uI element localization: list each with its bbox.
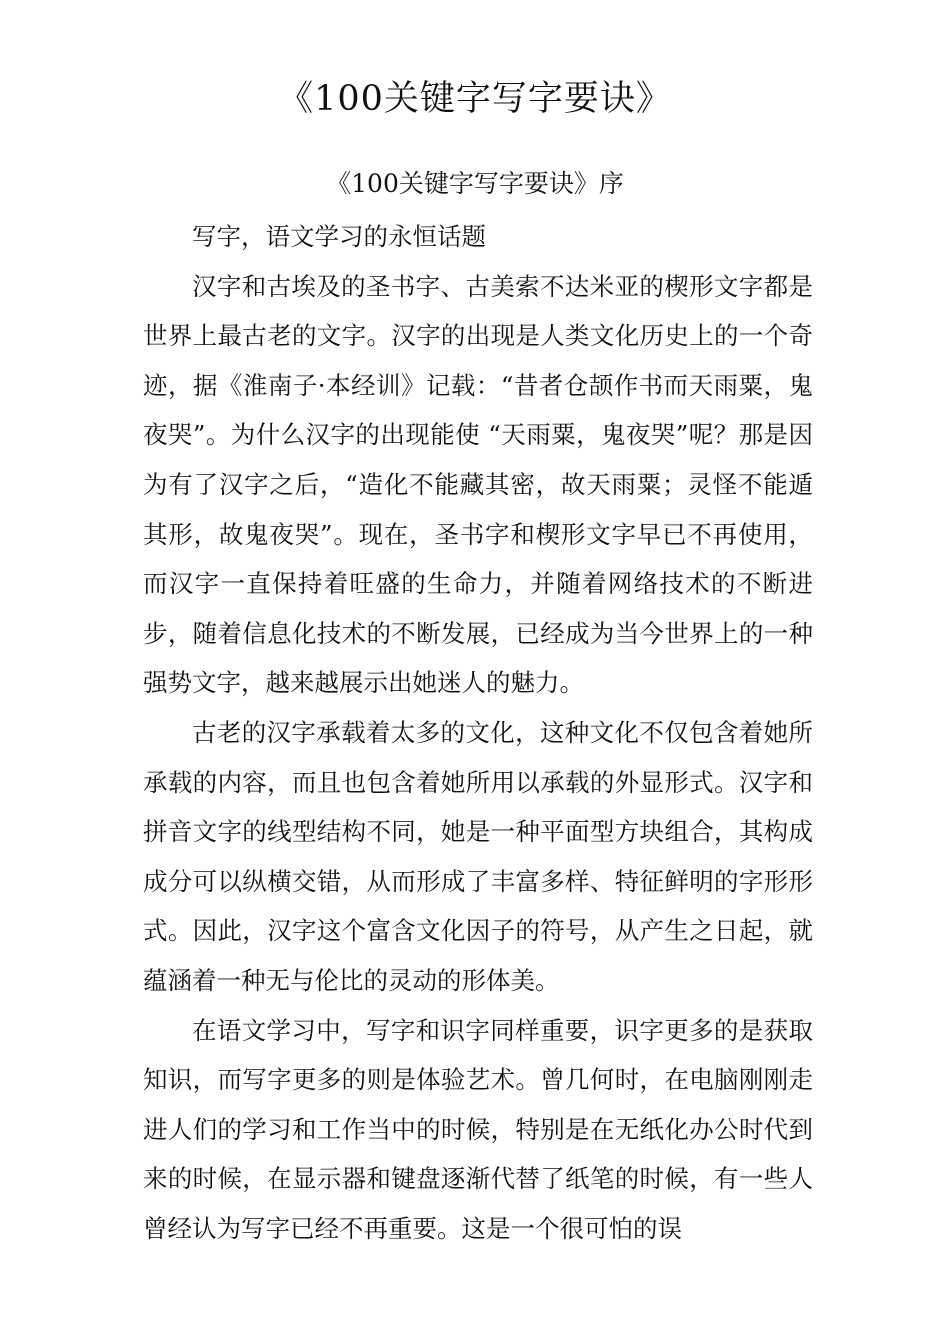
preface-title: 《100关键字写字要诀》序: [326, 169, 624, 198]
document-title: 《100关键字写字要诀》: [278, 79, 672, 119]
document-body: [143, 212, 813, 1253]
paragraph: 在语文学习中，写字和识字同样重要，识字更多的是获取知识，而写字更多的则是体验艺术。曾几何时，在电脑刚刚走进人们的学习和工作当中的时候，特别是在无纸化办公时代到来的时候，在显示器和键盘逐渐代替了纸笔的时候，有一些人曾经认为写字已经不再重要。这是一个很可怕的误: [143, 1015, 813, 1243]
paragraph: 古老的汉字承载着太多的文化，这种文化不仅包含着她所承载的内容，而且也包含着她所用以承载的外显形式。汉字和拼音文字的线型结构不同，她是一种平面型方块组合，其构成成分可以纵横交错，从而形成了丰富多样、特征鲜明的字形形式。因此，汉字这个富含文化因子的符号，从产生之日起，就蕴涵着一种无与伦比的灵动的形体美。: [143, 717, 813, 995]
section-subtitle: 写字，语文学习的永恒话题: [192, 222, 486, 251]
paragraph: 汉字和古埃及的圣书字、古美索不达米亚的楔形文字都是世界上最古老的文字。汉字的出现是人类文化历史上的一个奇迹，据《淮南子·本经训》记载：“昔者仓颉作书而天雨粟，鬼夜哭”。为什么汉字的出现能使 “天雨粟，鬼夜哭”呢？那是因为有了汉字之后，“造化不能藏其密，故天雨粟；灵怪不能遁其形，故鬼夜哭”。现在，圣书字和楔形文字早已不再使用，而汉字一直保持着旺盛的生命力，并随着网络技术的不断进步，随着信息化技术的不断发展，已经成为当今世界上的一种强势文字，越来越展示出她迷人的魅力。: [143, 271, 813, 698]
